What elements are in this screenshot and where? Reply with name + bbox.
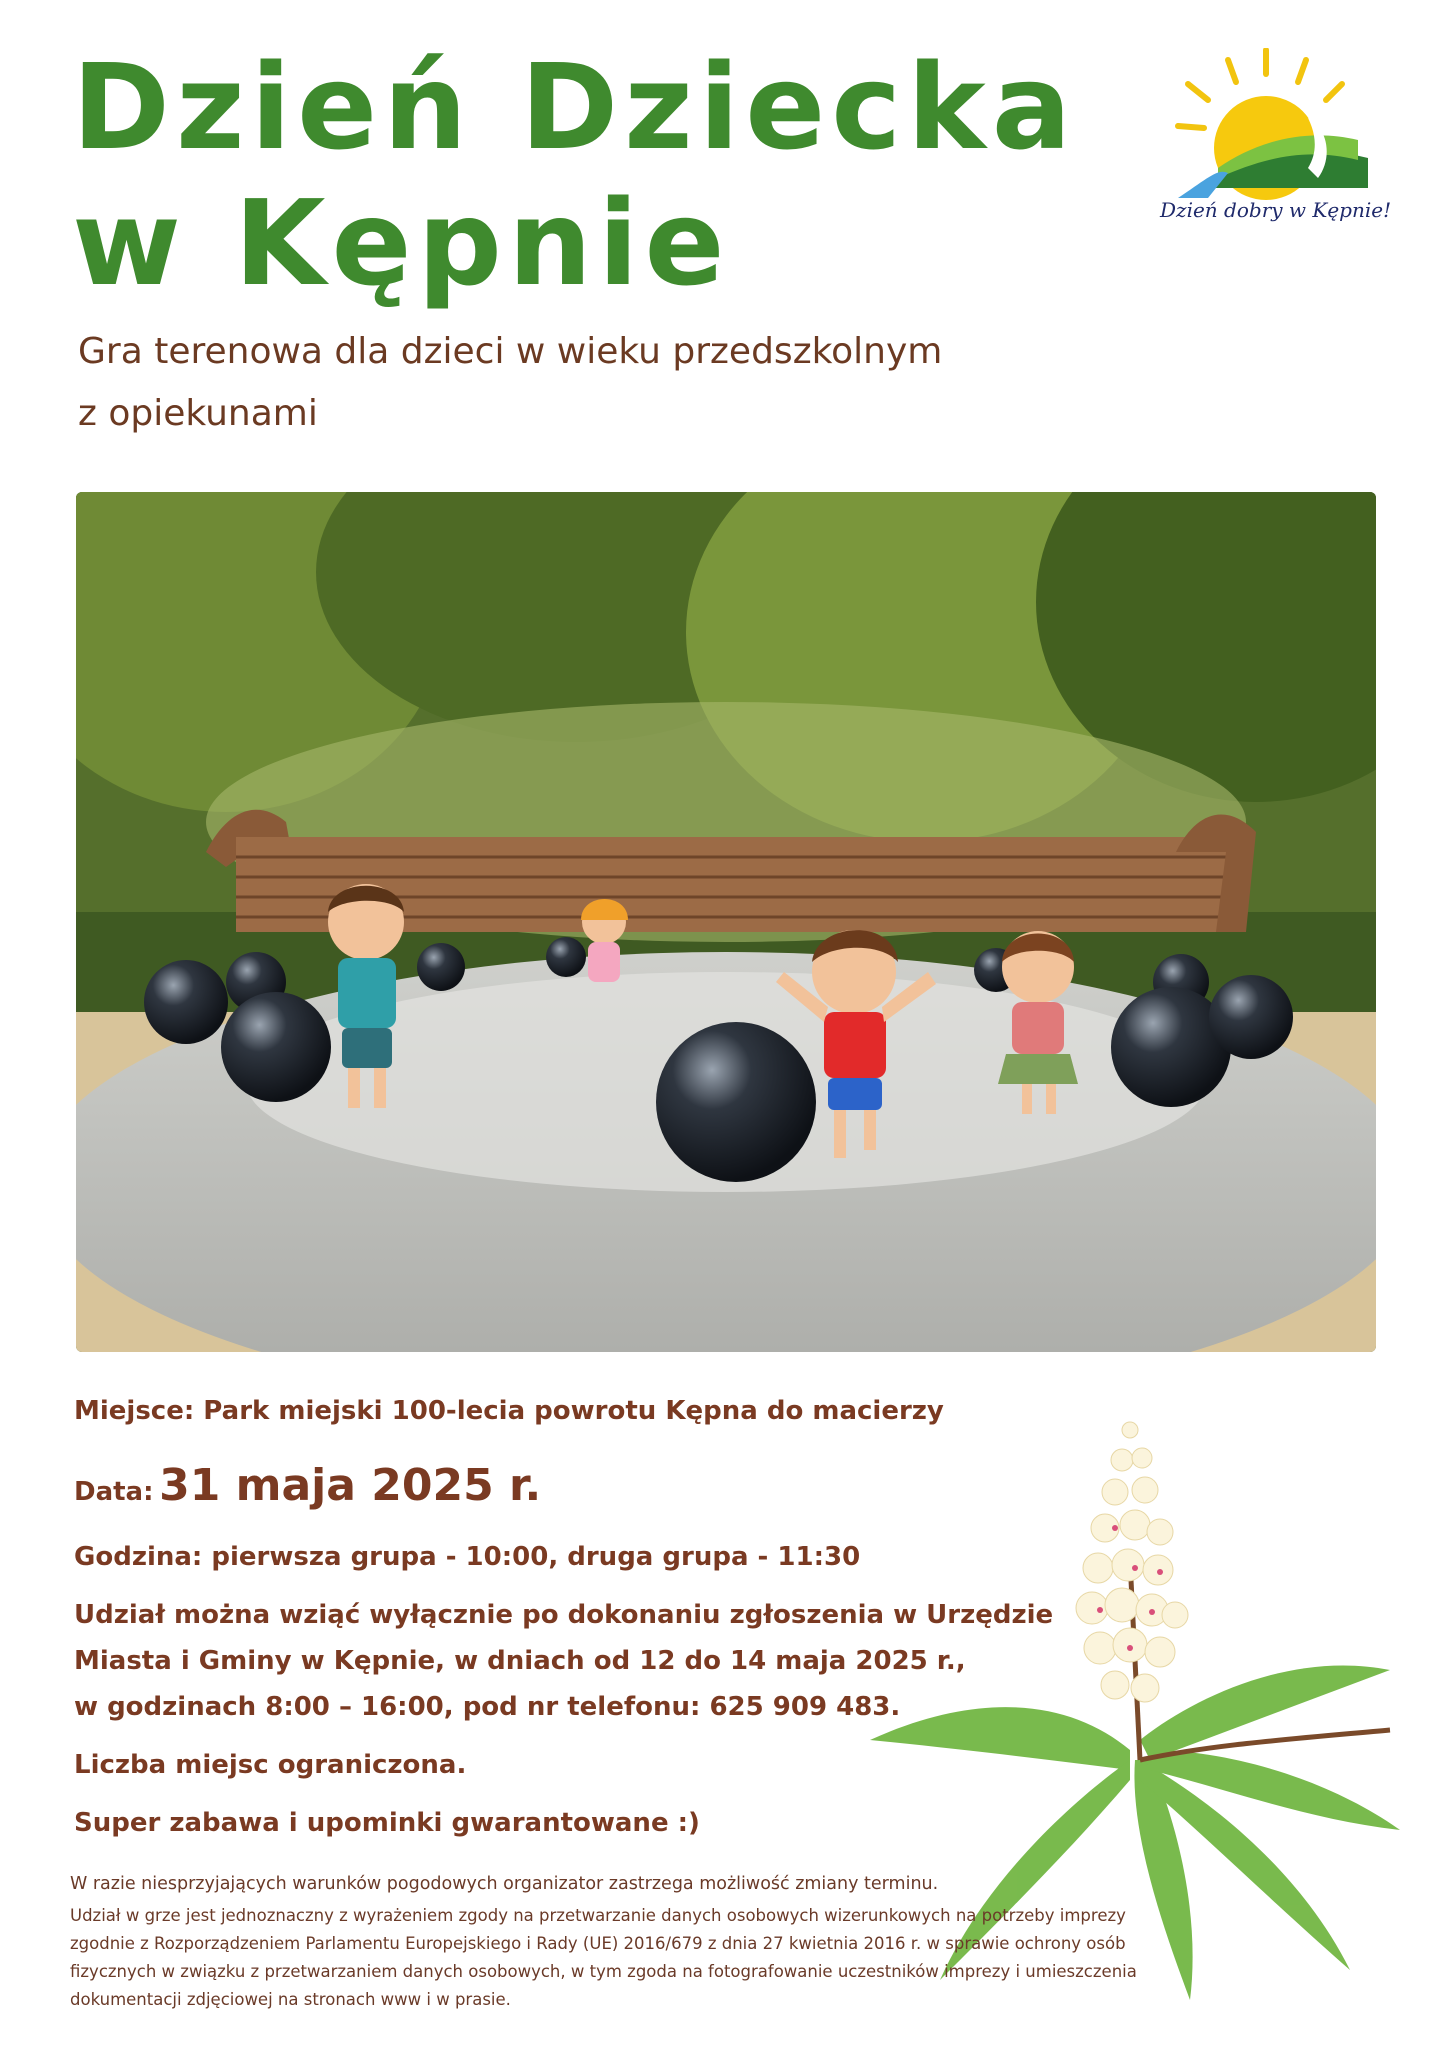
registration-line-2: Miasta i Gminy w Kępnie, w dniach od 12 do 14 maja 2025 r.,	[74, 1646, 966, 1676]
consent-line-3: fizycznych w związku z przetwarzaniem danych osobowych, w tym zgoda na fotografowanie uczestników imprezy i umieszczenia	[70, 1962, 1137, 1981]
subtitle-line-2: z opiekunami	[78, 393, 318, 434]
page-title-line-2: w Kępnie	[72, 174, 731, 312]
chestnut-decoration	[830, 1400, 1430, 2020]
consent-line-4: dokumentacji zdjęciowej na stronach www i w prasie.	[70, 1990, 511, 2009]
fun-guaranteed: Super zabawa i upominki gwarantowane :)	[74, 1808, 700, 1838]
registration-line-3: w godzinach 8:00 – 16:00, pod nr telefonu: 625 909 483.	[74, 1692, 901, 1722]
park-with-children-illustration	[76, 492, 1376, 1352]
event-date	[74, 1460, 541, 1511]
chestnut-blossom-icon	[830, 1400, 1430, 2020]
subtitle-line-1: Gra terenowa dla dzieci w wieku przedszkolnym	[78, 331, 943, 372]
park-photo	[76, 492, 1376, 1352]
registration-line-1: Udział można wziąć wyłącznie po dokonaniu zgłoszenia w Urzędzie	[74, 1600, 1054, 1630]
weather-notice: W razie niesprzyjających warunków pogodowych organizator zastrzega możliwość zmiany terminu.	[70, 1874, 939, 1894]
event-time: Godzina: pierwsza grupa - 10:00, druga grupa - 11:30	[74, 1542, 861, 1572]
event-date-value: 31 maja 2025 r.	[159, 1460, 542, 1511]
event-place: Miejsce: Park miejski 100-lecia powrotu Kępna do macierzy	[74, 1396, 944, 1426]
page-title-line-1: Dzień Dziecka	[72, 38, 1078, 176]
limited-places: Liczba miejsc ograniczona.	[74, 1750, 467, 1780]
consent-line-1: Udział w grze jest jednoznaczny z wyrażeniem zgody na przetwarzanie danych osobowych wizerunkowych na potrzeby imprezy	[70, 1906, 1126, 1925]
logo-tagline: Dzień dobry w Kępnie!	[1160, 198, 1392, 222]
consent-line-2: zgodnie z Rozporządzeniem Parlamentu Europejskiego i Rady (UE) 2016/679 z dnia 27 kwietnia 2016 r. w sprawie ochrony osób	[70, 1934, 1126, 1953]
city-logo	[1158, 48, 1392, 248]
event-date-label: Data:	[74, 1477, 154, 1507]
